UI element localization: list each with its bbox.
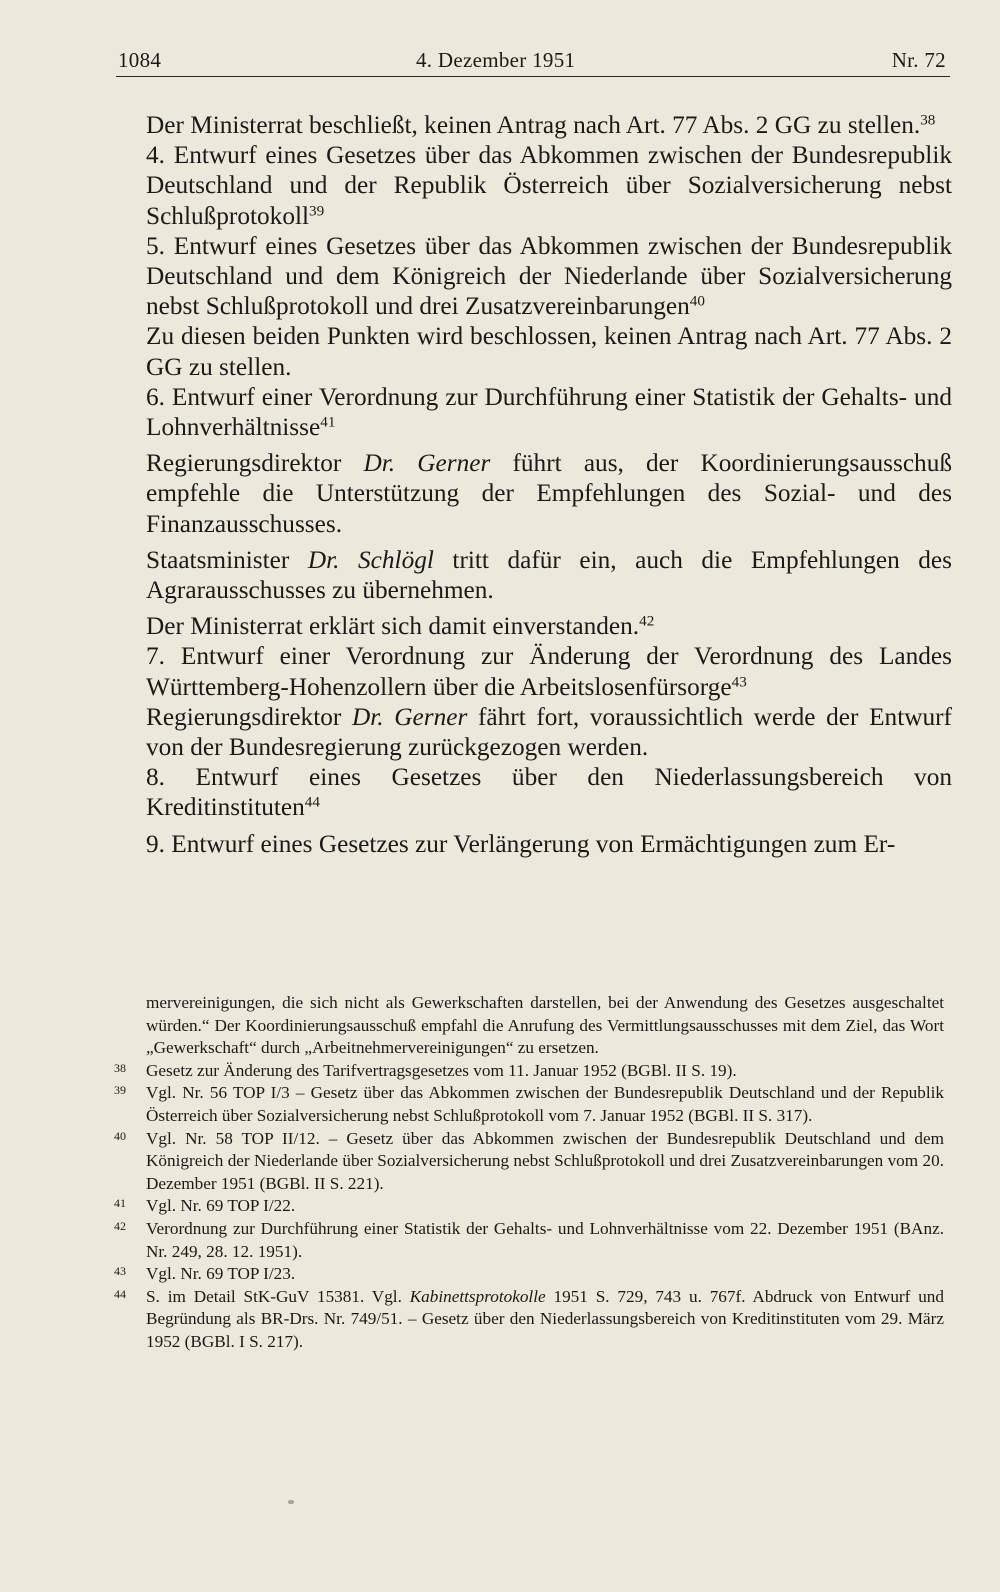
footnote-continuation: mervereinigungen, die sich nicht als Gewerkschaften darstellen, bei der Anwendung des Gesetzes ausgeschaltet würden.“ Der Koordinierungsausschuß empfahl die Anrufung des Vermittlungsausschusses mit dem Ziel, das Wort „Gewerkschaft“ durch „Arbeitnehmervereinigungen“ zu ersetzen. xyxy=(146,993,944,1058)
agenda-item-8: 8. Entwurf eines Gesetzes über den Niederlassungsbereich von Kreditinstituten$^{44}$ xyxy=(146,763,952,822)
footnote-ref[interactable]: 40 xyxy=(689,292,705,310)
footnote-number: 41 xyxy=(114,1196,126,1211)
paragraph: Der Ministerrat beschließt, keinen Antrag nach Art. 77 Abs. 2 GG zu stellen.$^{38}$ xyxy=(146,111,936,139)
footnote-41: 41 Vgl. Nr. 69 TOP I/22. xyxy=(114,1196,296,1216)
agenda-item-5: 5. Entwurf eines Gesetzes über das Abkommen zwischen der Bundesrepublik Deutschland und dem Königreich der Niederlande über Sozialversicherung nebst Schlußprotokoll und drei Zusatzvereinbarungen$^{40}$ xyxy=(146,231,952,321)
footnote-44: 44 S. im Detail StK-GuV 15381. Vgl. Kabinettsprotokolle 1951 S. 729, 743 u. 767f. Abdruck von Entwurf und Begründung als BR-Drs. Nr. 749/51. – Gesetz über den Niederlassungsbereich von Kreditinstituten vom 29. März 1952 (BGBl. I S. 217). xyxy=(114,1286,944,1351)
footnotes xyxy=(114,992,944,1354)
footnote-42: 42 Verordnung zur Durchführung einer Statistik der Gehalts- und Lohnverhältnisse vom 22. Dezember 1951 (BAnz. Nr. 249, 28. 12. 1951). xyxy=(114,1218,944,1261)
footnote-number: 39 xyxy=(114,1083,126,1098)
header-date: 4. Dezember 1951 xyxy=(416,48,576,72)
publication-title: Kabinettsprotokolle xyxy=(409,1286,546,1306)
print-mark xyxy=(288,1500,294,1504)
footnote-ref[interactable]: 39 xyxy=(309,202,325,220)
footnote-43: 43 Vgl. Nr. 69 TOP I/23. xyxy=(114,1264,296,1284)
footnote-number: 43 xyxy=(114,1264,126,1279)
header-issue: Nr. 72 xyxy=(891,48,946,72)
footnote-ref[interactable]: 41 xyxy=(320,413,336,431)
page-number: 1084 xyxy=(118,48,162,72)
footnote-number: 38 xyxy=(114,1060,126,1075)
agenda-item-7: 7. Entwurf einer Verordnung zur Änderung der Verordnung des Landes Württemberg-Hohenzollern über die Arbeitslosenfürsorge$^{43}$ xyxy=(146,642,952,701)
footnote-number: 44 xyxy=(114,1286,126,1301)
footnote-ref[interactable]: 44 xyxy=(304,794,320,812)
paragraph: Regierungsdirektor Dr. Gerner fährt fort, voraussichtlich werde der Entwurf von der Bundesregierung zurückgezogen werden. xyxy=(146,702,952,762)
footnote-ref[interactable]: 38 xyxy=(920,111,936,129)
paragraph: Regierungsdirektor Dr. Gerner führt aus, der Koordinierungsausschuß empfehle die Unterstützung der Empfehlungen des Sozial- und des Finanzausschusses. xyxy=(146,449,953,538)
footnote-40: 40 Vgl. Nr. 58 TOP II/12. – Gesetz über das Abkommen zwischen der Bundesrepublik Deutschland und dem Königreich der Niederlande über Sozialversicherung nebst Schlußprotokoll und drei Zusatzvereinbarungen vom 20. Dezember 1951 (BGBl. II S. 221). xyxy=(114,1128,944,1193)
person-name: Dr. Gerner xyxy=(363,449,491,478)
paragraph: Zu diesen beiden Punkten wird beschlossen, keinen Antrag nach Art. 77 Abs. 2 GG zu stellen. xyxy=(146,322,952,381)
paragraph: Der Ministerrat erklärt sich damit einverstanden.$^{42}$ xyxy=(146,612,655,641)
footnote-ref[interactable]: 42 xyxy=(639,612,655,630)
agenda-item-6: 6. Entwurf einer Verordnung zur Durchführung einer Statistik der Gehalts- und Lohnverhältnisse$^{41}$ xyxy=(146,382,952,442)
footnote-39: 39 Vgl. Nr. 56 TOP I/3 – Gesetz über das Abkommen zwischen der Bundesrepublik Deutschland und der Republik Österreich über Sozialversicherung nebst Schlußprotokoll vom 7. Januar 1952 (BGBl. II S. 317). xyxy=(114,1083,944,1125)
footnote-number: 42 xyxy=(114,1218,126,1233)
footnote-38: 38 Gesetz zur Änderung des Tarifvertragsgesetzes vom 11. Januar 1952 (BGBl. II S. 19). xyxy=(114,1060,737,1080)
person-name: Dr. Schlögl xyxy=(307,545,434,574)
footnote-number: 40 xyxy=(114,1128,126,1143)
main-text xyxy=(146,110,952,859)
agenda-item-9: 9. Entwurf eines Gesetzes zur Verlängerung von Ermächtigungen zum Er- xyxy=(146,829,896,858)
agenda-item-4: 4. Entwurf eines Gesetzes über das Abkommen zwischen der Bundesrepublik Deutschland und der Republik Österreich über Sozialversicherung nebst Schlußprotokoll$^{39}$ xyxy=(146,141,952,230)
footnote-ref[interactable]: 43 xyxy=(731,673,747,691)
running-header xyxy=(116,44,950,77)
paragraph: Staatsminister Dr. Schlögl tritt dafür ein, auch die Empfehlungen des Agrarausschusses zu übernehmen. xyxy=(146,545,952,605)
person-name: Dr. Gerner xyxy=(351,702,468,731)
